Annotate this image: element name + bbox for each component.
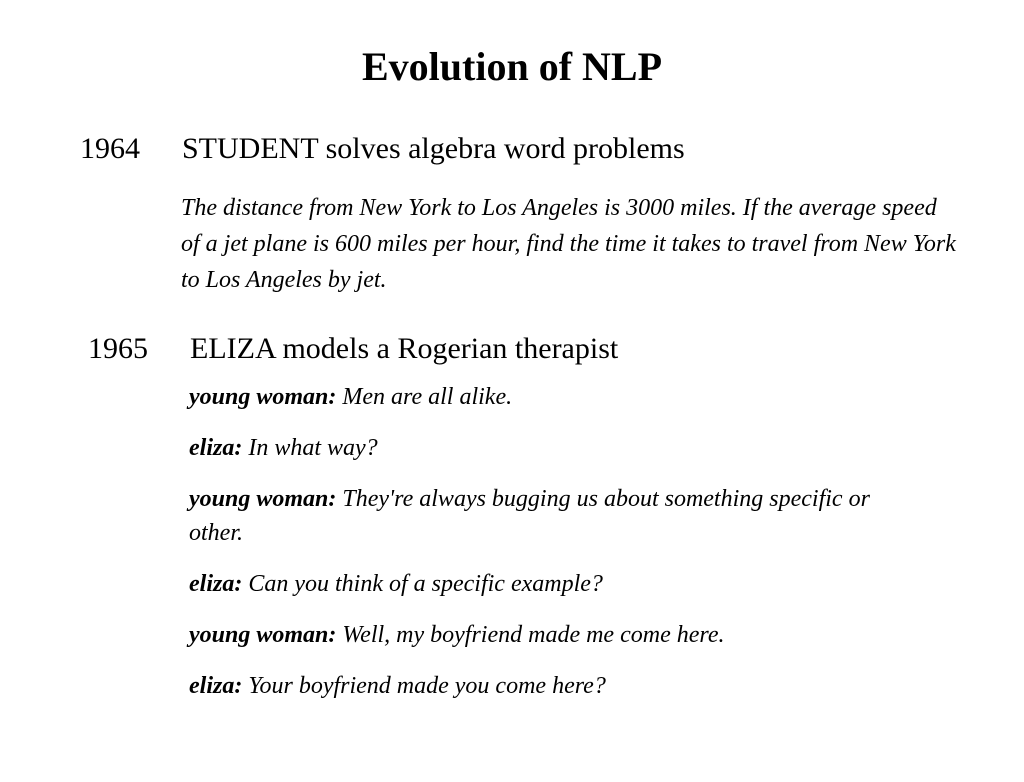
entry-description: ELIZA models a Rogerian therapist [190, 332, 619, 365]
dialogue-turn [189, 431, 909, 465]
dialogue-speaker: young woman: [189, 486, 337, 512]
dialogue-utterance: They're always bugging us about something specific or other. [189, 486, 870, 546]
dialogue-speaker: eliza: [189, 673, 243, 699]
entry-description: STUDENT solves algebra word problems [182, 132, 685, 165]
dialogue-speaker: eliza: [189, 435, 243, 461]
dialogue-utterance: Men are all alike. [342, 384, 513, 410]
slide-title: Evolution of NLP [361, 44, 663, 89]
student-example-problem: The distance from New York to Los Angeles is 3000 miles. If the average speed of a jet plane is 600 miles per hour, find the time it takes to travel from New York to Los Angeles by jet. [181, 195, 956, 293]
dialogue-turn [189, 618, 909, 652]
dialogue-utterance: Well, my boyfriend made me come here. [342, 622, 725, 648]
dialogue-speaker: young woman: [189, 384, 337, 410]
timeline-entry-1964 [80, 131, 685, 167]
entry-year: 1965 [88, 332, 148, 365]
dialogue-speaker: eliza: [189, 571, 243, 597]
timeline-entry-1965 [88, 331, 618, 367]
dialogue-turn [189, 567, 909, 601]
entry-year: 1964 [80, 132, 140, 165]
dialogue-turn [189, 482, 909, 550]
dialogue-utterance: In what way? [248, 435, 378, 461]
dialogue-utterance: Can you think of a specific example? [248, 571, 603, 597]
dialogue-speaker: young woman: [189, 622, 337, 648]
dialogue-turn [189, 669, 909, 703]
dialogue-utterance: Your boyfriend made you come here? [248, 673, 606, 699]
eliza-dialogue [189, 380, 909, 720]
dialogue-turn [189, 380, 909, 414]
